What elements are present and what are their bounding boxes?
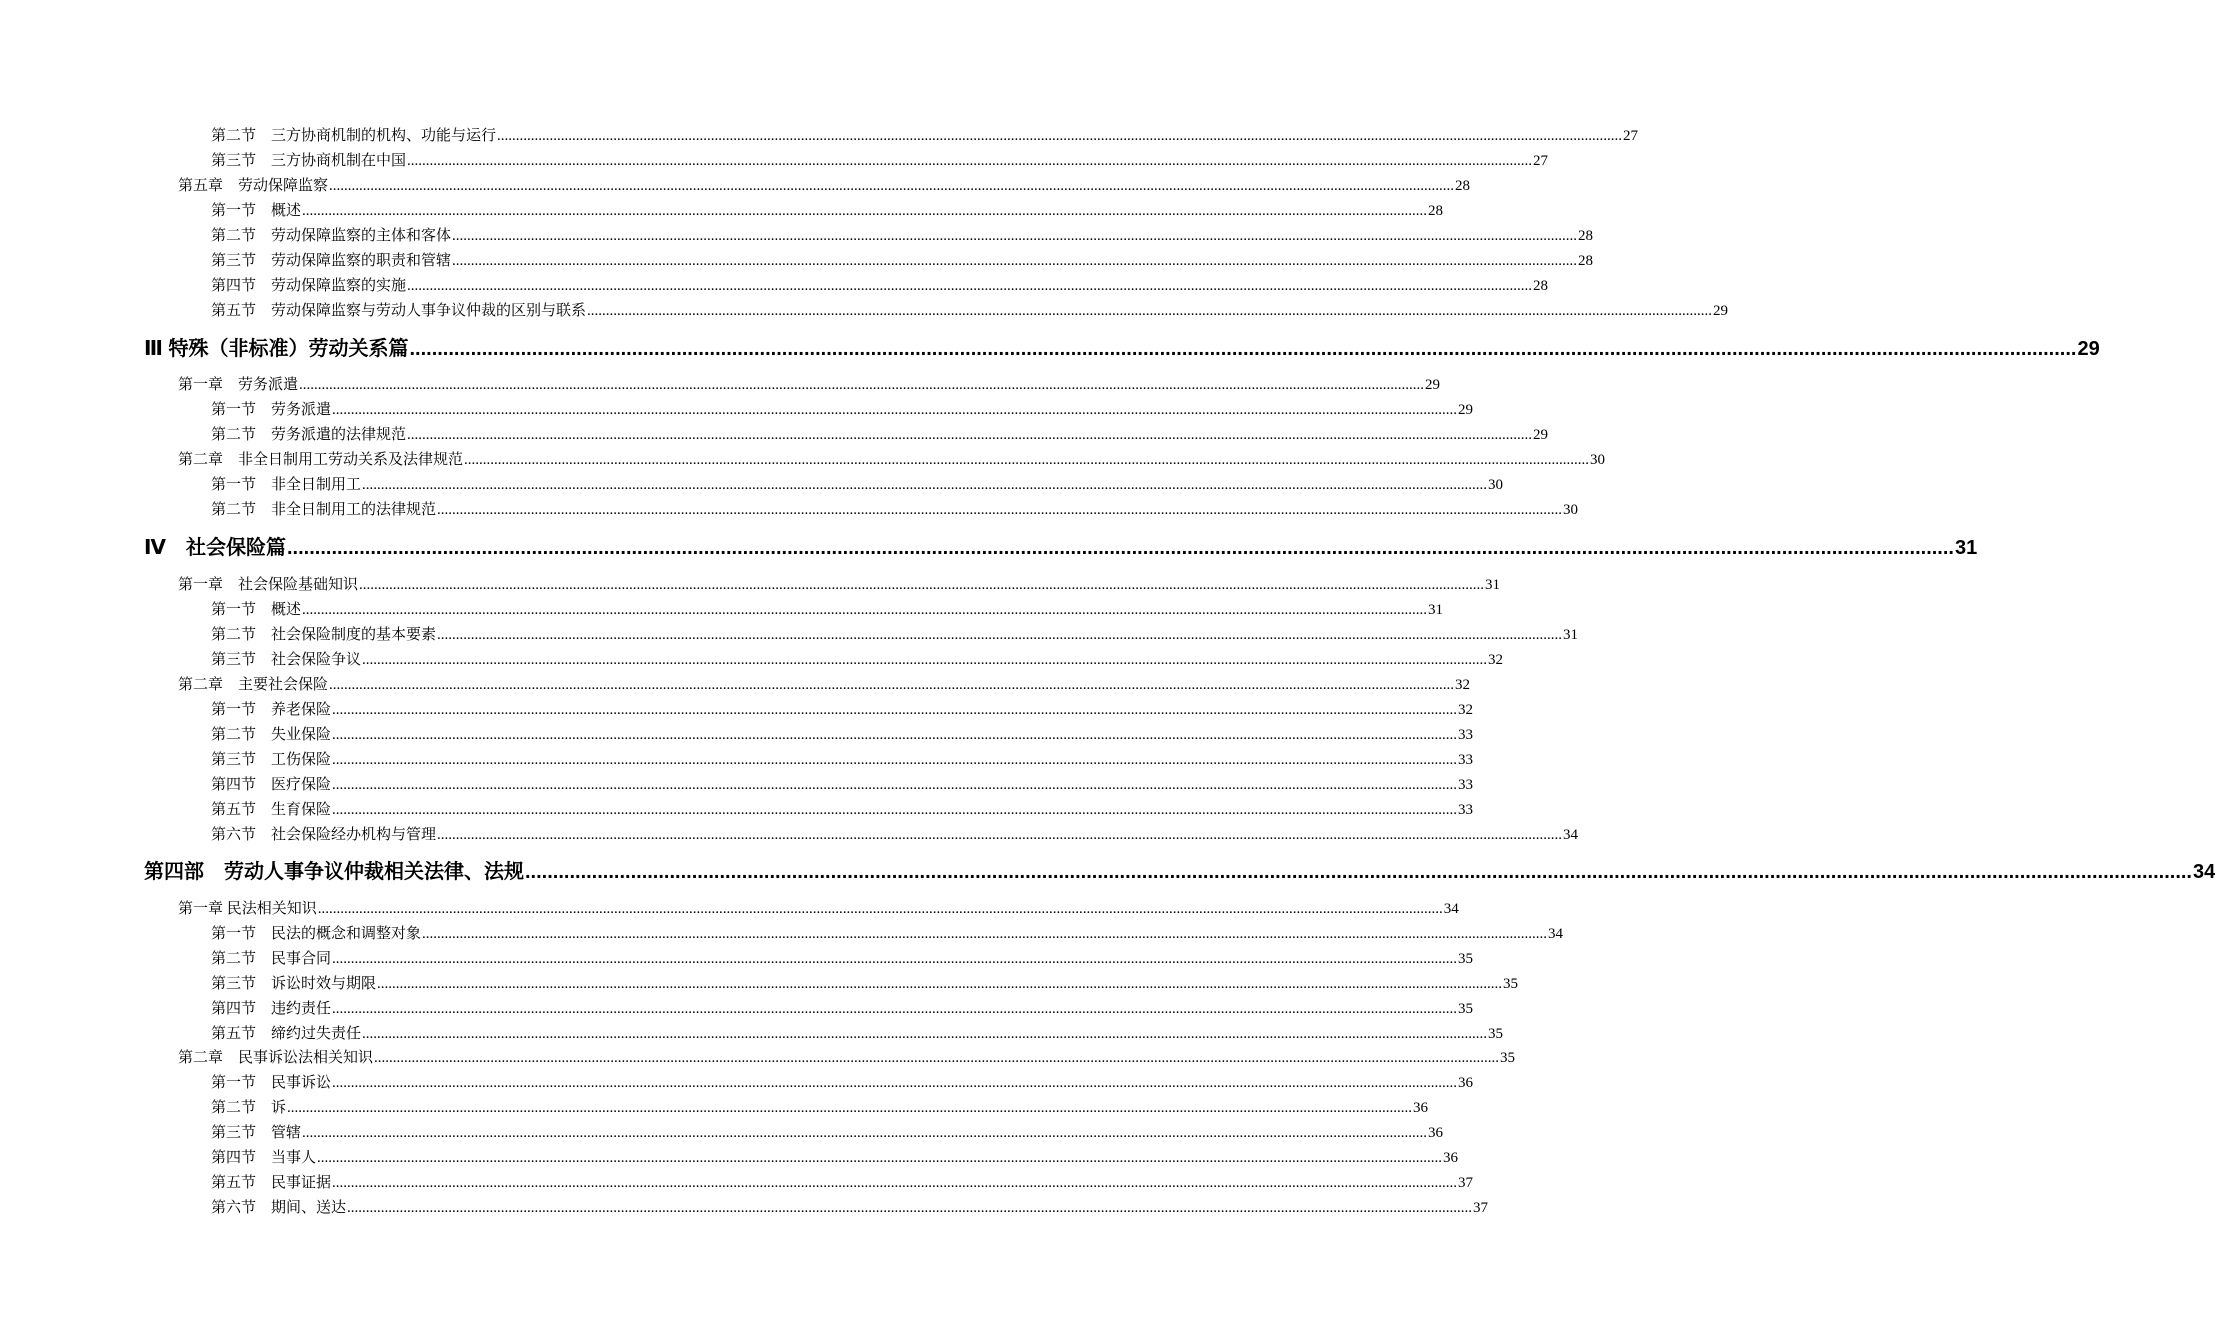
toc-page-number: 33 [1458, 777, 1474, 793]
dot-leader: ............................................................................................................................................................................................................................................................................................................ [286, 537, 1954, 559]
dot-leader: ............................................................................................................................................................................................................................................................................................................ [332, 727, 1458, 743]
toc-entry-title: 第二节 劳务派遣的法律规范 [211, 427, 407, 443]
toc-section-entry[interactable] [211, 998, 1474, 1020]
dot-leader: ............................................................................................................................................................................................................................................................................................................ [302, 1125, 1428, 1141]
toc-part-entry[interactable] [144, 334, 2100, 364]
toc-page-number: 32 [1488, 652, 1504, 668]
toc-entry-title: 第二章 民事诉讼法相关知识 [178, 1050, 374, 1066]
toc-page-number: 29 [1713, 303, 1729, 319]
toc-section-entry[interactable] [211, 150, 1549, 172]
toc-page-number: 28 [1533, 278, 1549, 294]
dot-leader: ............................................................................................................................................................................................................................................................................................................ [332, 702, 1458, 718]
toc-page-number: 27 [1623, 128, 1639, 144]
toc-page-number: 34 [1443, 901, 1459, 917]
toc-section-entry[interactable] [211, 1147, 1459, 1169]
toc-page-number: 29 [1458, 402, 1474, 418]
toc-page-number: 29 [2077, 338, 2100, 360]
toc-page-number: 31 [1563, 627, 1579, 643]
toc-entry-title: 第五节 生育保险 [211, 802, 332, 818]
dot-leader: ............................................................................................................................................................................................................................................................................................................ [329, 178, 1455, 194]
toc-entry-title: 第六节 期间、送达 [211, 1200, 347, 1216]
dot-leader: ............................................................................................................................................................................................................................................................................................................ [287, 1100, 1413, 1116]
dot-leader: ............................................................................................................................................................................................................................................................................................................ [332, 1175, 1458, 1191]
dot-leader: ............................................................................................................................................................................................................................................................................................................ [437, 502, 1563, 518]
toc-entry-title: 第四部 劳动人事争议仲裁相关法律、法规 [144, 861, 524, 883]
dot-leader: ............................................................................................................................................................................................................................................................................................................ [407, 427, 1533, 443]
toc-entry-title: 第一节 概述 [211, 602, 302, 618]
toc-page-number: 36 [1458, 1075, 1474, 1091]
toc-section-entry[interactable] [211, 599, 1444, 621]
toc-section-entry[interactable] [211, 923, 1564, 945]
toc-section-entry[interactable] [211, 1097, 1429, 1119]
dot-leader: ............................................................................................................................................................................................................................................................................................................ [525, 861, 2192, 883]
dot-leader: ............................................................................................................................................................................................................................................................................................................ [332, 951, 1458, 967]
toc-chapter-entry[interactable] [178, 674, 1471, 696]
toc-section-entry[interactable] [211, 250, 1594, 272]
toc-page-number: 37 [1473, 1200, 1489, 1216]
toc-section-entry[interactable] [211, 225, 1594, 247]
toc-section-entry[interactable] [211, 125, 1639, 147]
dot-leader: ............................................................................................................................................................................................................................................................................................................ [302, 203, 1428, 219]
toc-entry-title: 第三节 劳动保障监察的职责和管辖 [211, 253, 452, 269]
toc-page-number: 34 [2193, 861, 2215, 883]
toc-entry-title: 第二节 诉 [211, 1100, 287, 1116]
toc-page-number: 30 [1488, 477, 1504, 493]
toc-entry-title: 第六节 社会保险经办机构与管理 [211, 827, 437, 843]
dot-leader: ............................................................................................................................................................................................................................................................................................................ [332, 1001, 1458, 1017]
toc-entry-title: 第二节 失业保险 [211, 727, 332, 743]
toc-section-entry[interactable] [211, 1122, 1444, 1144]
toc-section-entry[interactable] [211, 1072, 1474, 1094]
toc-page-number: 34 [1548, 926, 1564, 942]
toc-entry-title: 第五节 劳动保障监察与劳动人事争议仲裁的区别与联系 [211, 303, 587, 319]
dot-leader: ............................................................................................................................................................................................................................................................................................................ [374, 1050, 1500, 1066]
toc-section-entry[interactable] [211, 799, 1474, 821]
toc-entry-title: 第一节 民事诉讼 [211, 1075, 332, 1091]
toc-entry-title: 第二章 主要社会保险 [178, 677, 329, 693]
toc-entry-title: 第五节 民事证据 [211, 1175, 332, 1191]
toc-entry-title: Ⅳ 社会保险篇 [144, 537, 286, 559]
toc-page-number: 31 [1428, 602, 1444, 618]
toc-entry-title: 第五章 劳动保障监察 [178, 178, 329, 194]
toc-chapter-entry[interactable] [178, 449, 1606, 471]
dot-leader: ............................................................................................................................................................................................................................................................................................................ [317, 1150, 1443, 1166]
dot-leader: ............................................................................................................................................................................................................................................................................................................ [332, 752, 1458, 768]
toc-section-entry[interactable] [211, 300, 1729, 322]
dot-leader: ............................................................................................................................................................................................................................................................................................................ [332, 402, 1458, 418]
toc-entry-title: 第三节 社会保险争议 [211, 652, 362, 668]
toc-part-entry[interactable] [144, 857, 2215, 887]
toc-page-number: 27 [1533, 153, 1549, 169]
toc-entry-title: Ⅲ 特殊（非标准）劳动关系篇 [144, 338, 409, 360]
dot-leader: ............................................................................................................................................................................................................................................................................................................ [409, 338, 2077, 360]
toc-entry-title: 第二节 民事合同 [211, 951, 332, 967]
toc-page-number: 29 [1533, 427, 1549, 443]
toc-page-number: 35 [1458, 1001, 1474, 1017]
dot-leader: ............................................................................................................................................................................................................................................................................................................ [497, 128, 1623, 144]
toc-page-number: 33 [1458, 752, 1474, 768]
toc-entry-title: 第一章 劳务派遣 [178, 377, 299, 393]
toc-page-number: 29 [1425, 377, 1441, 393]
dot-leader: ............................................................................................................................................................................................................................................................................................................ [422, 926, 1548, 942]
toc-entry-title: 第二节 非全日制用工的法律规范 [211, 502, 437, 518]
dot-leader: ............................................................................................................................................................................................................................................................................................................ [437, 627, 1563, 643]
toc-entry-title: 第三节 管辖 [211, 1125, 302, 1141]
dot-leader: ............................................................................................................................................................................................................................................................................................................ [362, 1026, 1488, 1042]
toc-page-number: 34 [1563, 827, 1579, 843]
toc-page-number: 36 [1443, 1150, 1459, 1166]
toc-page-number: 35 [1488, 1026, 1504, 1042]
toc-chapter-entry[interactable] [178, 1047, 1516, 1069]
toc-entry-title: 第四节 违约责任 [211, 1001, 332, 1017]
toc-entry-title: 第一节 概述 [211, 203, 302, 219]
toc-part-entry[interactable] [144, 533, 1978, 563]
dot-leader: ............................................................................................................................................................................................................................................................................................................ [407, 153, 1533, 169]
toc-section-entry[interactable] [211, 699, 1474, 721]
dot-leader: ............................................................................................................................................................................................................................................................................................................ [437, 827, 1563, 843]
toc-entry-title: 第一章 社会保险基础知识 [178, 577, 359, 593]
toc-section-entry[interactable] [211, 649, 1504, 671]
toc-page-number: 28 [1428, 203, 1444, 219]
dot-leader: ............................................................................................................................................................................................................................................................................................................ [464, 452, 1590, 468]
toc-page-number: 36 [1413, 1100, 1429, 1116]
dot-leader: ............................................................................................................................................................................................................................................................................................................ [407, 278, 1533, 294]
toc-entry-title: 第三节 工伤保险 [211, 752, 332, 768]
toc-entry-title: 第一节 养老保险 [211, 702, 332, 718]
toc-page-number: 35 [1503, 976, 1519, 992]
dot-leader: ............................................................................................................................................................................................................................................................................................................ [332, 1075, 1458, 1091]
dot-leader: ............................................................................................................................................................................................................................................................................................................ [347, 1200, 1473, 1216]
toc-section-entry[interactable] [211, 948, 1474, 970]
toc-page-number: 28 [1578, 253, 1594, 269]
dot-leader: ............................................................................................................................................................................................................................................................................................................ [302, 602, 1428, 618]
dot-leader: ............................................................................................................................................................................................................................................................................................................ [332, 777, 1458, 793]
toc-section-entry[interactable] [211, 774, 1474, 796]
toc-section-entry[interactable] [211, 275, 1549, 297]
dot-leader: ............................................................................................................................................................................................................................................................................................................ [317, 901, 1443, 917]
toc-chapter-entry[interactable] [178, 574, 1501, 596]
toc-entry-title: 第二节 三方协商机制的机构、功能与运行 [211, 128, 497, 144]
toc-entry-title: 第一章 民法相关知识 [178, 901, 317, 917]
dot-leader: ............................................................................................................................................................................................................................................................................................................ [299, 377, 1425, 393]
toc-entry-title: 第一节 民法的概念和调整对象 [211, 926, 422, 942]
dot-leader: ............................................................................................................................................................................................................................................................................................................ [377, 976, 1503, 992]
toc-chapter-entry[interactable] [178, 898, 1459, 920]
toc-entry-title: 第三节 三方协商机制在中国 [211, 153, 407, 169]
toc-page-number: 31 [1954, 537, 1978, 559]
dot-leader: ............................................................................................................................................................................................................................................................................................................ [452, 253, 1578, 269]
toc-section-entry[interactable] [211, 973, 1519, 995]
toc-section-entry[interactable] [211, 474, 1504, 496]
toc-entry-title: 第三节 诉讼时效与期限 [211, 976, 377, 992]
toc-section-entry[interactable] [211, 1197, 1489, 1219]
dot-leader: ............................................................................................................................................................................................................................................................................................................ [362, 652, 1488, 668]
toc-page-number: 30 [1563, 502, 1579, 518]
toc-page-number: 36 [1428, 1125, 1444, 1141]
toc-page-number: 35 [1458, 951, 1474, 967]
toc-entry-title: 第五节 缔约过失责任 [211, 1026, 362, 1042]
toc-section-entry[interactable] [211, 749, 1474, 771]
toc-section-entry[interactable] [211, 624, 1579, 646]
toc-entry-title: 第二章 非全日制用工劳动关系及法律规范 [178, 452, 464, 468]
toc-section-entry[interactable] [211, 399, 1474, 421]
toc-page-number: 37 [1458, 1175, 1474, 1191]
toc-entry-title: 第二节 社会保险制度的基本要素 [211, 627, 437, 643]
toc-page-number: 31 [1485, 577, 1501, 593]
toc-section-entry[interactable] [211, 724, 1474, 746]
toc-page-number: 32 [1455, 677, 1471, 693]
toc-page-number: 30 [1590, 452, 1606, 468]
dot-leader: ............................................................................................................................................................................................................................................................................................................ [362, 477, 1488, 493]
toc-section-entry[interactable] [211, 824, 1579, 846]
toc-entry-title: 第二节 劳动保障监察的主体和客体 [211, 228, 452, 244]
toc-page-number: 28 [1455, 178, 1471, 194]
toc-chapter-entry[interactable] [178, 374, 1441, 396]
dot-leader: ............................................................................................................................................................................................................................................................................................................ [359, 577, 1485, 593]
toc-section-entry[interactable] [211, 200, 1444, 222]
toc-section-entry[interactable] [211, 424, 1549, 446]
dot-leader: ............................................................................................................................................................................................................................................................................................................ [587, 303, 1713, 319]
toc-entry-title: 第一节 劳务派遣 [211, 402, 332, 418]
toc-chapter-entry[interactable] [178, 175, 1471, 197]
toc-entry-title: 第一节 非全日制用工 [211, 477, 362, 493]
toc-section-entry[interactable] [211, 1172, 1474, 1194]
toc-entry-title: 第四节 医疗保险 [211, 777, 332, 793]
toc-section-entry[interactable] [211, 1023, 1504, 1045]
toc-page-number: 32 [1458, 702, 1474, 718]
toc-page-number: 35 [1500, 1050, 1516, 1066]
toc-entry-title: 第四节 劳动保障监察的实施 [211, 278, 407, 294]
toc-entry-title: 第四节 当事人 [211, 1150, 317, 1166]
dot-leader: ............................................................................................................................................................................................................................................................................................................ [452, 228, 1578, 244]
dot-leader: ............................................................................................................................................................................................................................................................................................................ [329, 677, 1455, 693]
dot-leader: ............................................................................................................................................................................................................................................................................................................ [332, 802, 1458, 818]
toc-page-number: 33 [1458, 727, 1474, 743]
toc-page-number: 28 [1578, 228, 1594, 244]
toc-page-number: 33 [1458, 802, 1474, 818]
toc-section-entry[interactable] [211, 499, 1579, 521]
